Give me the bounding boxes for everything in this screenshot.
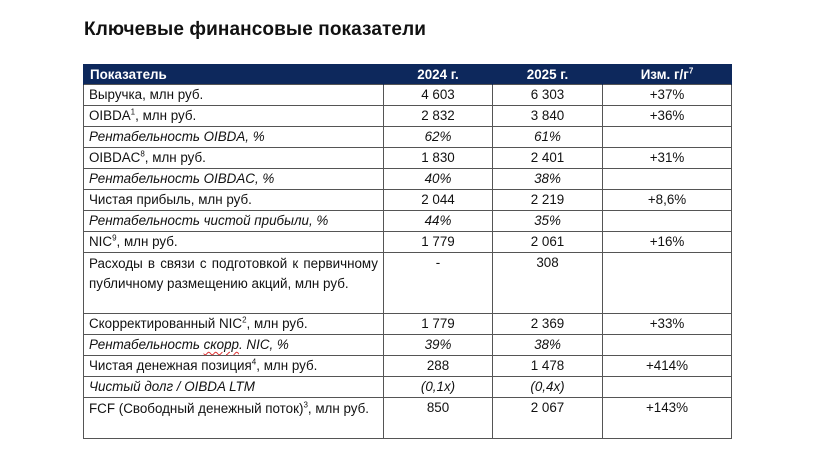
table-row-net-cash — [84, 356, 732, 377]
row-label — [84, 314, 384, 335]
value-2025: 3 840 — [493, 106, 603, 127]
footnote-mark: 9 — [112, 233, 117, 243]
value-2024: 62% — [384, 127, 493, 148]
value-change — [603, 169, 732, 190]
row-label — [84, 106, 384, 127]
value-2025: 6 303 — [493, 85, 603, 106]
value-2024: 39% — [384, 335, 493, 356]
value-change — [603, 127, 732, 148]
value-change — [603, 253, 732, 314]
row-label: Рентабельность чистой прибыли, % — [84, 211, 384, 232]
table-header-row — [84, 64, 732, 85]
header-change — [603, 64, 732, 85]
row-label: Чистый долг / OIBDA LTM — [84, 377, 384, 398]
label-text: Чистая денежная позиция — [89, 358, 252, 373]
value-2025: 35% — [493, 211, 603, 232]
row-label: Чистая прибыль, млн руб. — [84, 190, 384, 211]
value-2025: 61% — [493, 127, 603, 148]
row-label: Расходы в связи с подготовкой к первичному публичному размещению акций, млн руб. — [84, 253, 384, 314]
header-2025: 2025 г. — [493, 64, 603, 85]
value-2024: 44% — [384, 211, 493, 232]
table-row-fcf — [84, 398, 732, 439]
table-row-nic — [84, 232, 732, 253]
value-change: +414% — [603, 356, 732, 377]
value-2025: 2 061 — [493, 232, 603, 253]
label-suffix: , млн руб. — [246, 316, 308, 331]
value-2024: 288 — [384, 356, 493, 377]
row-label — [84, 335, 384, 356]
value-change: +37% — [603, 85, 732, 106]
table-row-oibda-margin — [84, 127, 732, 148]
value-2025: 38% — [493, 169, 603, 190]
value-2024: 4 603 — [384, 85, 493, 106]
value-2024: - — [384, 253, 493, 314]
value-2025: (0,4x) — [493, 377, 603, 398]
value-change — [603, 211, 732, 232]
label-text: OIBDAC — [89, 150, 141, 165]
footnote-mark: 7 — [688, 66, 694, 76]
row-label: Рентабельность OIBDA, % — [84, 127, 384, 148]
value-2024: 850 — [384, 398, 493, 439]
label-suffix: . NIC, % — [238, 337, 289, 352]
header-2024: 2024 г. — [384, 64, 493, 85]
table-row-adjusted-nic-margin — [84, 335, 732, 356]
value-2024: 2 832 — [384, 106, 493, 127]
table-row-oibdac-margin — [84, 169, 732, 190]
label-suffix: , млн руб. — [116, 234, 178, 249]
table-row-oibda — [84, 106, 732, 127]
value-change: +8,6% — [603, 190, 732, 211]
row-label — [84, 398, 384, 439]
page-title: Ключевые финансовые показатели — [84, 19, 427, 40]
value-2025: 2 369 — [493, 314, 603, 335]
value-change: +16% — [603, 232, 732, 253]
label-text: OIBDA — [89, 108, 131, 123]
table-row-net-profit — [84, 190, 732, 211]
spellcheck-underlined-word: скорр — [203, 337, 239, 352]
label-suffix: , млн руб. — [135, 108, 197, 123]
row-label: Рентабельность OIBDAC, % — [84, 169, 384, 190]
header-change-label: Изм. г/г — [640, 66, 689, 82]
value-change: +143% — [603, 398, 732, 439]
table-row-revenue — [84, 85, 732, 106]
row-label — [84, 148, 384, 169]
footnote-mark: 2 — [242, 315, 247, 325]
value-2025: 1 478 — [493, 356, 603, 377]
value-2025: 2 219 — [493, 190, 603, 211]
footnote-mark: 3 — [303, 400, 308, 410]
label-text: Скорректированный NIC — [89, 316, 243, 331]
footnote-mark: 4 — [251, 357, 257, 367]
row-label — [84, 85, 384, 106]
value-2024: 2 044 — [384, 190, 493, 211]
table-row-net-debt-ratio — [84, 377, 732, 398]
value-2024: (0,1x) — [384, 377, 493, 398]
value-change: +33% — [603, 314, 732, 335]
value-2024: 1 779 — [384, 232, 493, 253]
value-2025: 2 401 — [493, 148, 603, 169]
value-2024: 40% — [384, 169, 493, 190]
value-change — [603, 335, 732, 356]
value-2025: 308 — [493, 253, 603, 314]
label-text: Рентабельность — [89, 337, 204, 352]
table-row-net-margin — [84, 211, 732, 232]
table-row-oibdac — [84, 148, 732, 169]
value-change: +36% — [603, 106, 732, 127]
value-2025: 2 067 — [493, 398, 603, 439]
label-suffix: , млн руб. — [144, 150, 206, 165]
footnote-mark: 8 — [140, 149, 145, 159]
label-suffix: , млн руб. — [256, 358, 318, 373]
label-text: NIC — [89, 234, 113, 249]
footnote-mark: 1 — [130, 107, 136, 117]
label-suffix: , млн руб. — [307, 401, 369, 416]
label-text: Выручка, млн руб. — [89, 87, 204, 102]
value-2024: 1 779 — [384, 314, 493, 335]
financial-indicators-table — [83, 64, 732, 439]
value-change — [603, 377, 732, 398]
header-indicator: Показатель — [84, 64, 384, 85]
table-row-adjusted-nic — [84, 314, 732, 335]
row-label — [84, 356, 384, 377]
label-text: FCF (Свободный денежный поток) — [89, 401, 304, 416]
row-label — [84, 232, 384, 253]
value-change: +31% — [603, 148, 732, 169]
value-2025: 38% — [493, 335, 603, 356]
value-2024: 1 830 — [384, 148, 493, 169]
table-row-ipo-expenses — [84, 253, 732, 314]
